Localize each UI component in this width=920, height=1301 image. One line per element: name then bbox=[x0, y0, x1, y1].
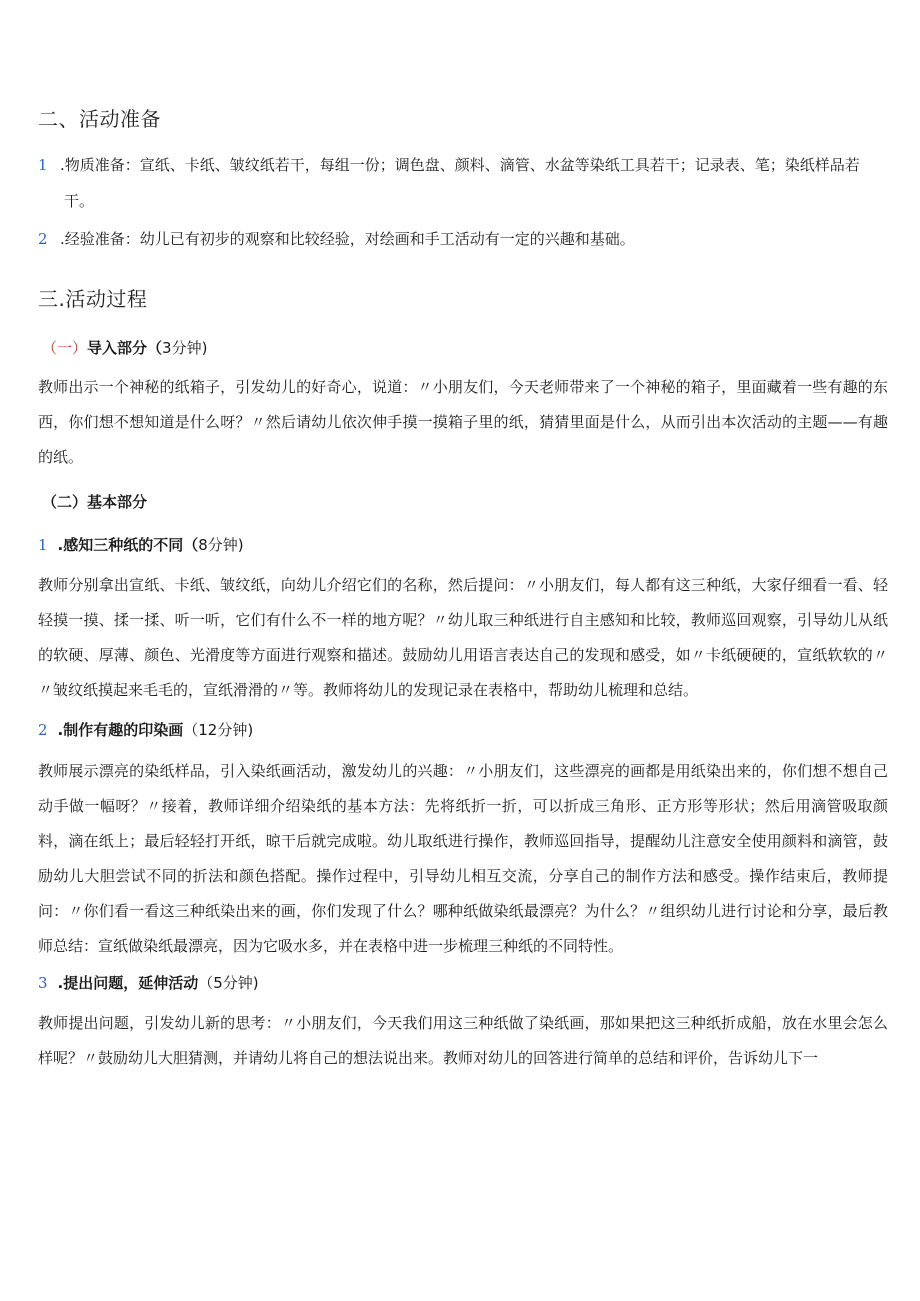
section-heading-preparation: 二、活动准备 bbox=[38, 107, 161, 131]
paragraph-step-2: 教师展示漂亮的染纸样品，引入染纸画活动，激发幼儿的兴趣：〃小朋友们，这些漂亮的画都是用纸染出来的，你们想不想自己动手做一幅呀？〃接着，教师详细介绍染纸的基本方法：先将纸折一折，可以折成三角形、正方形等形状；然后用滴管吸取颜料，滴在纸上；最后轻轻打开纸，晾干后就完成啦。幼儿取纸进行操作，教师巡回指导，提醒幼儿注意安全使用颜料和滴管，鼓励幼儿大胆尝试不同的折法和颜色搭配。操作过程中，引导幼儿相互交流，分享自己的制作方法和感受。操作结束后，教师提问：〃你们看一看这三种纸染出来的画，你们发现了什么？哪种纸做染纸最漂亮？为什么？〃组织幼儿进行讨论和分享，最后教师总结：宣纸做染纸最漂亮，因为它吸水多，并在表格中进一步梳理三种纸的不同特性。 bbox=[38, 762, 888, 955]
subsection-title-intro bbox=[42, 337, 207, 358]
subsection-time: 3分钟) bbox=[162, 339, 208, 357]
paragraph-step-3: 教师提出问题，引发幼儿新的思考：〃小朋友们，今天我们用这三种纸做了染纸画，那如果把这三种纸折成船，放在水里会怎么样呢？〃鼓励幼儿大胆猜测，并请幼儿将自己的想法说出来。教师对幼儿的回答进行简单的总结和评价，告诉幼儿下一 bbox=[38, 1014, 888, 1067]
step-number: 2 bbox=[38, 721, 48, 739]
step-heading bbox=[38, 530, 244, 560]
paragraph-step-1: 教师分别拿出宣纸、卡纸、皱纹纸，向幼儿介绍它们的名称，然后提问：〃小朋友们，每人都有这三种纸，大家仔细看一看、轻轻摸一摸、揉一揉、听一听，它们有什么不一样的地方呢？〃幼儿取三种纸进行自主感知和比较，教师巡回观察，引导幼儿从纸的软硬、厚薄、颜色、光滑度等方面进行观察和描述。鼓励幼儿用语言表达自己的发现和感受，如〃卡纸硬硬的，宣纸软软的〃〃皱纹纸摸起来毛毛的，宣纸滑滑的〃等。教师将幼儿的发现记录在表格中，帮助幼儿梳理和总结。 bbox=[38, 576, 888, 699]
paragraph-intro: 教师出示一个神秘的纸箱子，引发幼儿的好奇心，说道：〃小朋友们，今天老师带来了一个神秘的箱子，里面藏着一些有趣的东西，你们想不想知道是什么呀？〃然后请幼儿依次伸手摸一摸箱子里的纸，猜猜里面是什么，从而引出本次活动的主题——有趣的纸。 bbox=[38, 378, 888, 466]
list-item-text-cont: 干。 bbox=[64, 192, 95, 210]
list-item bbox=[38, 147, 888, 219]
step-number: 1 bbox=[38, 536, 48, 554]
step-title: .提出问题，延伸活动 bbox=[57, 974, 199, 992]
list-item-text: .经验准备：幼儿已有初步的观察和比较经验，对绘画和手工活动有一定的兴趣和基础。 bbox=[60, 230, 635, 248]
step-title: .制作有趣的印染画 bbox=[57, 721, 184, 739]
subsection-title-main: （二）基本部分 bbox=[42, 493, 148, 511]
list-number: 2 bbox=[38, 230, 48, 248]
step-time: （5分钟) bbox=[198, 974, 259, 992]
step-time: 8分钟) bbox=[198, 536, 244, 554]
subsection-number: （一） bbox=[42, 339, 88, 357]
step-time: （12分钟) bbox=[183, 721, 254, 739]
step-number: 3 bbox=[38, 974, 48, 992]
step-heading bbox=[38, 715, 253, 745]
list-item bbox=[38, 221, 888, 257]
list-number: 1 bbox=[38, 156, 48, 174]
subsection-label: 导入部分（ bbox=[87, 339, 163, 357]
section-heading-process: 三.活动过程 bbox=[38, 287, 148, 311]
list-item-text: .物质准备：宣纸、卡纸、皱纹纸若干，每组一份；调色盘、颜料、滴管、水盆等染纸工具若干；记录表、笔；染纸样品若 bbox=[60, 156, 860, 174]
step-heading bbox=[38, 968, 259, 998]
step-title: .感知三种纸的不同（ bbox=[57, 536, 199, 554]
